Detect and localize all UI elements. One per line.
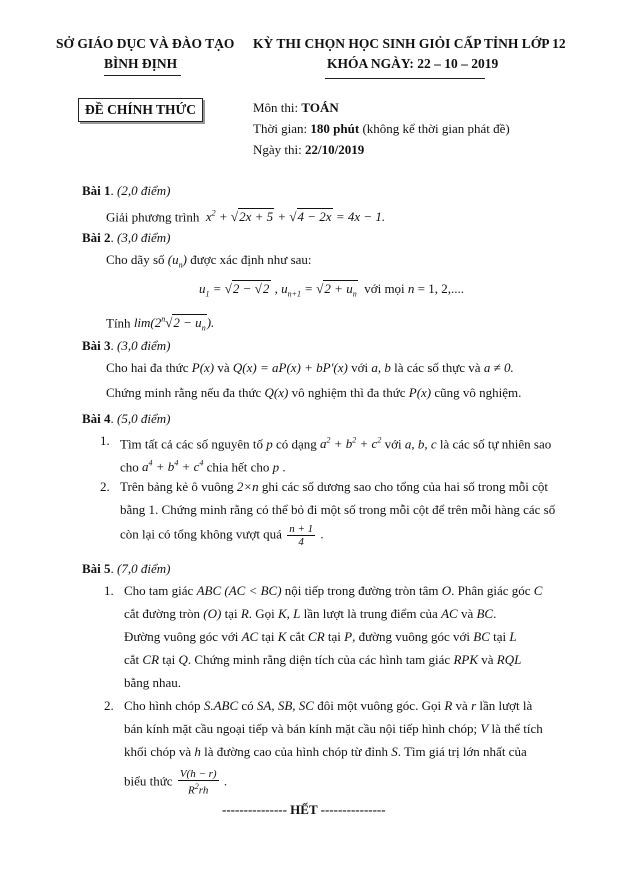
time-value: 180 phút [310,121,360,136]
date-line [253,140,364,160]
problem-2-recurrence: $u_1 = √2 - √2$ , $u_{n+1} = √2 + u_n$ với mọi n = 1, 2,.... [199,281,465,299]
problem-5-2-line-4: biểu thức $\frac{V(h - r)}{R^2rh}$ . [124,768,228,797]
problem-1-statement: Giải phương trình $x^2 + √2x + 5 + √4 - 2x = 4x - 1$. [106,209,386,225]
problem-2-limit: Tính $\lim(2^n√2 - u_n)$. [106,315,215,333]
problem-3-heading: Bài 3. (3,0 điểm) [82,338,171,353]
subject-label: Môn thi: [253,100,299,115]
problem-5-1-line-1: Cho tam giác ABC (AC < BC) nội tiếp trong đường tròn tâm O. Phân giác góc C [124,583,543,598]
problem-3-line-1: Cho hai đa thức P(x) và Q(x) = aP(x) + bP′(x) với a, b là các số thực và a ≠ 0. [106,360,514,375]
problem-5-1-line-5: bằng nhau. [124,675,182,690]
problem-5-1-num: 1. [104,583,114,598]
problem-2-heading: Bài 2. (3,0 điểm) [82,230,171,245]
problem-5-2-line-2: bán kính mặt cầu ngoại tiếp và bán kính mặt cầu nội tiếp hình chóp; V là thể tích [124,721,543,736]
province-name: BÌNH ĐỊNH [104,56,178,71]
problem-4-2-line-3: còn lại có tổng không vượt quá $\frac{n + 1}{4}$ . [120,523,324,548]
problem-4-1-num: 1. [100,433,110,448]
province-underline [104,75,181,76]
problem-1-heading: Bài 1. (2,0 điểm) [82,183,171,198]
problem-title: Bài 1 [82,183,111,198]
problem-points: (2,0 điểm) [117,183,171,198]
date-value: 22/10/2019 [305,142,365,157]
problem-4-2-line-1: Trên bảng kẻ ô vuông 2×n ghi các số dương sao cho tổng của hai số trong mỗi cột [120,479,549,494]
official-exam-badge: ĐỀ CHÍNH THỨC [78,98,203,122]
time-line [253,119,510,139]
subject-line [253,98,339,118]
problem-5-2-line-3: khối chóp và h là đường cao của hình chóp từ đỉnh S. Tìm giá trị lớn nhất của [124,744,527,759]
problem-4-1-line-1: Tìm tất cả các số nguyên tố p có dạng $a^2 + b^2 + c^2$ với a, b, c là các số tự nhiên sao [120,436,552,452]
problem-5-2-line-1: Cho hình chóp S.ABC có SA, SB, SC đôi một vuông góc. Gọi R và r lần lượt là [124,698,533,713]
problem-4-2-num: 2. [100,479,110,494]
fraction: $\frac{V(h - r)}{R^2rh}$ [179,768,217,797]
problem-2-intro: Cho dãy số $(u_n)$ được xác định như sau: [106,252,312,270]
time-label: Thời gian: [253,121,308,136]
exam-session-date: KHÓA NGÀY: 22 – 10 – 2019 [327,56,499,71]
problem-4-2-line-2: bằng 1. Chứng minh rằng có thể bỏ đi một số trong mỗi cột để trên mỗi hàng các số [120,502,556,517]
subject-value: TOÁN [301,100,339,115]
exam-title-underline [325,78,485,79]
time-note: (không kể thời gian phát đề) [362,121,510,136]
fraction: $\frac{n + 1}{4}$ [289,523,314,548]
problem-5-1-line-4: cắt CR tại Q. Chứng minh rằng diện tích của các hình tam giác RPK và RQL [124,652,522,667]
date-label: Ngày thi: [253,142,302,157]
problem-3-line-2: Chứng minh rằng nếu đa thức Q(x) vô nghiệm thì đa thức P(x) cũng vô nghiệm. [106,385,522,400]
problem-4-1-line-2: cho $a^4 + b^4 + c^4$ chia hết cho p . [120,459,286,475]
problem-5-1-line-2: cắt đường tròn (O) tại R. Gọi K, L lần lượt là trung điểm của AC và BC. [124,606,497,621]
exam-title: KỲ THI CHỌN HỌC SINH GIỎI CẤP TỈNH LỚP 12 [253,36,566,51]
end-of-exam-mark: --------------- HẾT --------------- [222,802,386,817]
problem-5-heading: Bài 5. (7,0 điểm) [82,561,171,576]
department-name: SỞ GIÁO DỤC VÀ ĐÀO TẠO [56,36,235,51]
problem-5-1-line-3: Đường vuông góc với AC tại K cắt CR tại P, đường vuông góc với BC tại L [124,629,517,644]
problem-5-2-num: 2. [104,698,114,713]
problem-4-heading: Bài 4. (5,0 điểm) [82,411,171,426]
